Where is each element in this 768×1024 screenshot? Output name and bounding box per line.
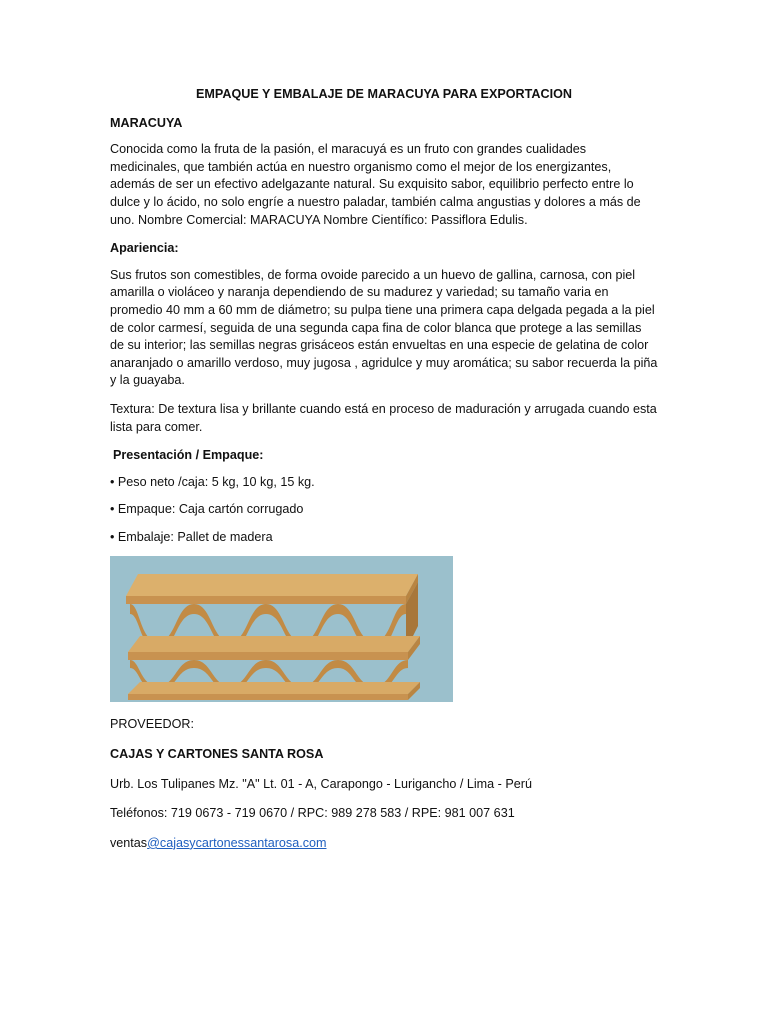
section-heading-maracuya: MARACUYA (110, 115, 183, 130)
section-heading-apariencia: Apariencia: (110, 241, 179, 256)
provider-section (110, 716, 658, 852)
bullet-empaque: • Empaque: Caja cartón corrugado (110, 502, 304, 517)
document-body (110, 86, 658, 864)
provider-name: CAJAS Y CARTONES SANTA ROSA (110, 747, 324, 762)
section-heading-presentacion: Presentación / Empaque: (113, 448, 264, 463)
bullet-peso-neto: • Peso neto /caja: 5 kg, 10 kg, 15 kg. (110, 474, 315, 489)
document-title: EMPAQUE Y EMBALAJE DE MARACUYA PARA EXPORTACION (196, 87, 572, 101)
provider-label: PROVEEDOR: (110, 717, 194, 732)
maracuya-description: Conocida como la fruta de la pasión, el maracuyá es un fruto con grandes cualidades medicinales, que también actúa en nuestro organismo como el mejor de los energizantes, además de ser un efectivo adelgazante natural. Su exquisito sabor, equilibrio perfecto entre lo dulce y lo ácido, no solo engríe a nuestro paladar, también calma angustias y dolores a más de uno. Nombre Comercial: MARACUYA Nombre Científico: Passiflora Edulis. (110, 142, 641, 227)
email-link[interactable]: @cajasycartonessantarosa.com (147, 835, 327, 850)
email-prefix: ventas (110, 835, 148, 850)
corrugated-cardboard-illustration (110, 556, 453, 702)
bullet-embalaje: • Embalaje: Pallet de madera (110, 529, 273, 544)
appearance-description: Sus frutos son comestibles, de forma ovoide parecido a un huevo de gallina, carnosa, con piel amarilla o violáceo y naranja dependiendo de su madurez y variedad; su tamaño varia en promedio 40 mm a 60 mm de diámetro; su pulpa tiene una primera capa delgada pegada a la piel de color carmesí, seguida de una segunda capa fina de color blanca que protege a las semillas de su interior; las semillas negras grisáceos están envueltas en una especie de gelatina de color anaranjado o amarillo verdoso, muy jugosa , agridulce y muy aromática; su sabor recuerda la piña y la guayaba. (110, 267, 658, 388)
provider-email (110, 835, 658, 853)
corrugated-cardboard-image (110, 556, 453, 702)
provider-address: Urb. Los Tulipanes Mz. "A" Lt. 01 - A, Carapongo - Lurigancho / Lima - Perú (110, 776, 532, 791)
texture-description: Textura: De textura lisa y brillante cuando está en proceso de maduración y arrugada cuando esta lista para comer. (110, 401, 657, 434)
provider-phones: Teléfonos: 719 0673 - 719 0670 / RPC: 989 278 583 / RPE: 981 007 631 (110, 806, 515, 821)
